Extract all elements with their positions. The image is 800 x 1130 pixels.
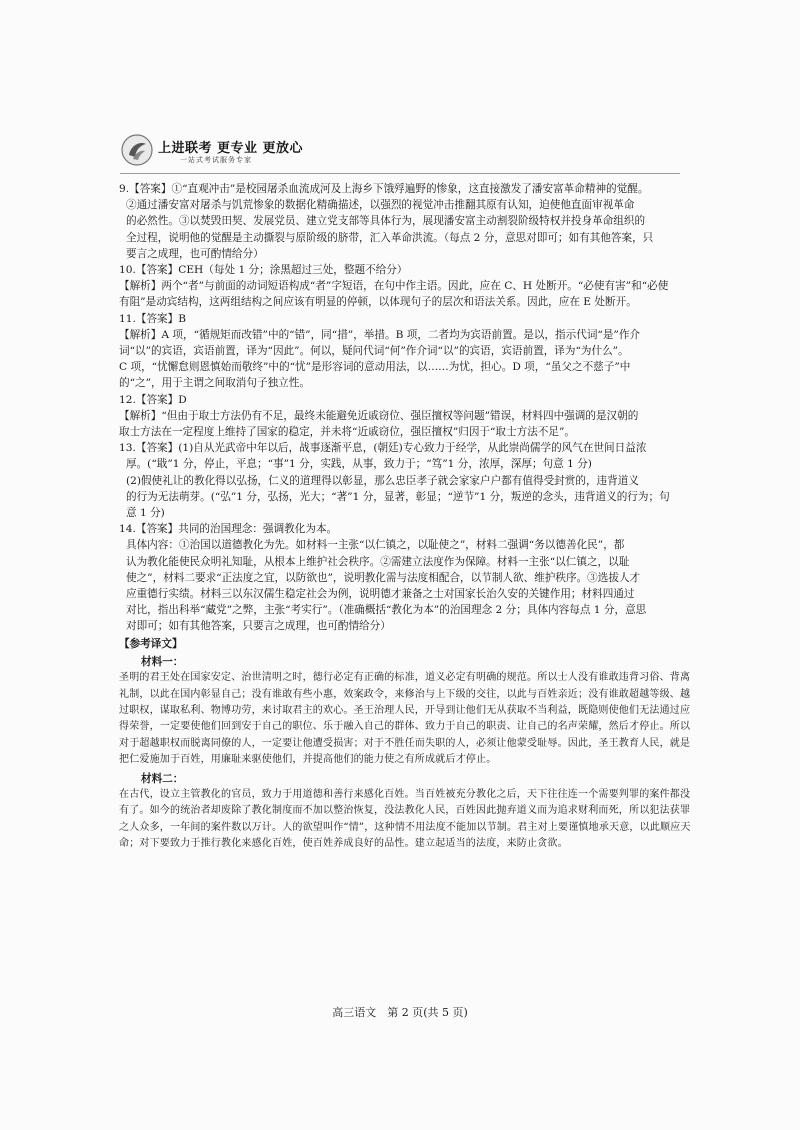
q12-line: 【解析】“但由于取士方法仍有不足，最终未能避免近戚窃位、强臣擅权等问题”错误，材料四中强调的是汉朝的 [119, 409, 639, 422]
brand-title: 上进联考 更专业 更放心 [158, 141, 304, 156]
q9-line: 全过程，说明他的觉醒是主动撕裂与原阶级的脐带，汇入革命洪流。（每点 2 分，意思对即可；如有其他答案，只 [126, 231, 654, 244]
question-14 [119, 521, 691, 634]
reference-heading: 【参考译文】 [119, 637, 183, 650]
question-11 [119, 311, 691, 392]
question-12 [119, 392, 691, 441]
q13-line: 厚。(“戢”1 分，停止，平息；“事”1 分，实践，从事，致力于；“笃”1 分，浓厚，深厚；句意 1 分) [126, 458, 592, 471]
q14-line: 对即可；如有其他答案，只要言之成理，也可酌情给分） [126, 620, 391, 633]
q12-line: 取士方法在一定程度上维持了国家的稳定，并未将“近戚窃位，强臣擅权”归因于“取士方法不足”。 [119, 426, 576, 439]
page-header [120, 133, 380, 173]
material-2-title: 材料二： [141, 772, 184, 785]
q9-line: ②通过潘安富对屠杀与饥荒惨象的数据化精确描述，以强烈的视觉冲击推翻其原有认知，迫使他直面审视革命 [126, 199, 635, 212]
q14-line: 使之”，材料二要求“正法度之宜，以防欲也”，说明教化需与法度相配合，以节制人欲、维护秩序。③选拔人才 [126, 571, 641, 584]
q11-line: 11.【答案】B [119, 312, 187, 325]
material-1-title: 材料一： [141, 655, 184, 668]
q14-line: 认为教化能使民众明礼知耻，从根本上维护社会秩序。②需建立法度作为保障。材料一主张“以仁镇之，以耻 [126, 555, 630, 568]
q9-line: 的必然性。③以焚毁田契、发展党员、建立党支部等具体行为，展现潘安富主动割裂阶级特权并投身革命组织的 [126, 215, 646, 228]
q12-line: 12.【答案】D [119, 393, 187, 406]
question-9 [119, 181, 691, 262]
q13-line: 13.【答案】(1)自从光武帝中年以后，战事逐渐平息，(朝廷)专心致力于经学，从此崇尚儒学的风气在世间日益浓 [119, 442, 647, 455]
q13-line: (2)假使礼让的教化得以弘扬，仁义的道理得以彰显，那么忠臣孝子就会家家户户都有值得受封赏的，违背道义 [126, 474, 639, 487]
q13-line: 的行为无法萌芽。(“弘”1 分，弘扬，光大；“著”1 分，显著，彰显；“逆节”1 分，叛逆的念头，违背道义的行为；句 [126, 490, 670, 503]
material-2-body: 在古代，设立主管教化的官员，致力于用道德和善行来感化百姓。当百姓被充分教化之后，天下往往连一个需要判罪的案件都没有了。如今的统治者却废除了教化制度而不加以整治恢复，没法教化人民，百姓因此抛弃道义而为追求财利而死，所以犯法获罪之人众多，一年间的案件数以万计。人的欲望叫作“情”，这种情不用法度不能加以节制。君主对上要谨慎地承天意，以此顺应天命；对下要致力于推行教化来感化百姓，使百姓养成良好的品性。建立起适当的法度，来防止贪欲。 [119, 788, 691, 849]
page-footer: 高三语文 第 2 页(共 5 页) [332, 1006, 468, 1019]
q11-line: C 项，“忧懈怠则恩慎始而敬终”中的“忧”是形容词的意动用法，以……为忧，担心。D 项，“虽父之不慈子”中 [119, 361, 631, 374]
reference-translation [119, 636, 691, 853]
q10-line: 【解析】两个“者”与前面的动词短语构成“者”字短语，在句中作主语。因此，应在 C、H 处断开。“必使有害”和“必使 [119, 280, 669, 293]
q9-line: 9.【答案】①“直观冲击”是校园屠杀血流成河及上海乡下饿殍遍野的惨象，这直接激发了潘安富革命精神的觉醒。 [119, 183, 649, 195]
answer-content [119, 181, 691, 852]
q10-line: 10.【答案】CEH（每处 1 分；涂黑超过三处，整题不给分） [119, 264, 408, 277]
q14-line: 应重德行实绩。材料三以东汉儒生稳定社会为例，说明德才兼备之士对国家长治久安的关键作用；材料四通过 [126, 588, 635, 601]
q14-line: 具体内容：①治国以道德教化为先。如材料一主张“以仁镇之，以耻使之”，材料二强调“务以德善化民”，都 [126, 539, 625, 552]
header-divider [120, 173, 680, 174]
question-10 [119, 262, 691, 311]
brand-slogan: 一站式考试服务专家 [180, 156, 252, 164]
brand-logo-icon [120, 133, 154, 167]
q11-line: 词“以”的宾语，宾语前置，译为“因此”。何以，疑问代词“何”作介词“以”的宾语，宾语前置，译为“为什么”。 [119, 345, 629, 358]
q14-line: 对比，指出科举“藏党”之弊，主张“考实行”。（准确概括“教化为本”的治国理念 2 分；具体内容每点 1 分，意思 [126, 604, 647, 617]
q14-line: 14.【答案】共同的治国理念：强调教化为本。 [119, 523, 338, 536]
q13-line: 意 1 分) [126, 507, 165, 520]
q11-line: 的“之”，用于主谓之间取消句子独立性。 [119, 377, 310, 390]
q11-line: 【解析】A 项，“循规矩而改错”中的“错”，同“措”，举措。B 项，二者均为宾语前置。是以，指示代词“是”作介 [119, 328, 641, 341]
material-1-body: 圣明的君王处在国家安定、治世清明之时，德行必定有正确的标准，道义必定有明确的规范。所以士人没有谁敢违背习俗、背离礼制，以此在国内彰显自己；没有谁敢有些小惠，效案政令，来修治与上下级的交往，以此与百姓亲近；没有谁敢超越等级、越过职权，谋取私利、物博功劳，来讨取君主的欢心。圣王治理人民，开导到让他们无从获取不当利益，既隐则使他们无法通过应得荣誉，一定要使他们回到安于自己的职位、乐于融入自己的群体、致力于自己的职责、让自己的名声荣耀，然后才停止。所以对于超越职权而脱离同僚的人，一定要让他遭受损害；对于不胜任而失职的人，必须让他蒙受耻辱。因此，圣王教育人民，就是把仁爱施加于百姓，用廉耻来驱使他们，并提高他们的能力使之有所成就后才停止。 [119, 672, 691, 766]
q10-line: 有阻”是动宾结构，这两组结构之间应该有明显的停顿，以体现句子的层次和语法关系。因此，应在 E 处断开。 [119, 296, 637, 309]
q9-line: 要言之成理，也可酌情给分） [126, 247, 264, 260]
question-13 [119, 440, 691, 521]
